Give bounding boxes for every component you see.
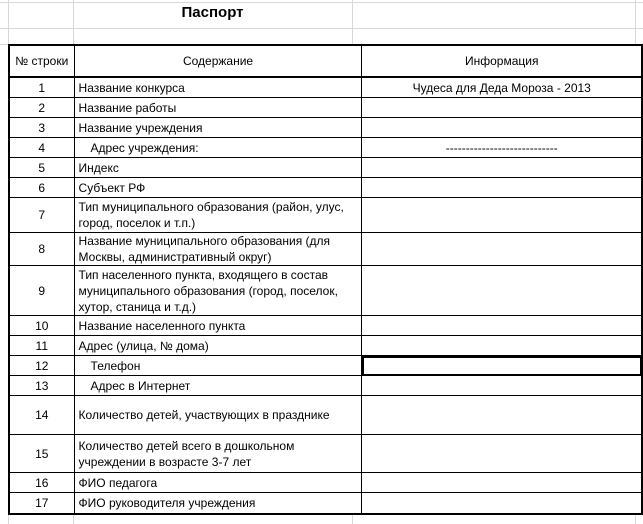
row-number-cell[interactable]: 5 <box>9 158 74 178</box>
table-row <box>9 396 642 435</box>
row-info-cell[interactable] <box>362 118 642 138</box>
row-number-cell[interactable]: 15 <box>9 435 74 473</box>
row-content-cell[interactable]: Количество детей, участвующих в празднике <box>74 396 362 435</box>
row-content-cell[interactable]: Название муниципального образования (для Москвы, административный округ) <box>74 233 362 266</box>
row-number-cell[interactable]: 17 <box>9 493 74 515</box>
row-content-cell[interactable]: Количество детей всего в дошкольном учреждении в возрасте 3-7 лет <box>74 435 362 473</box>
row-content-cell[interactable]: Субъект РФ <box>74 178 362 198</box>
table-row <box>9 158 642 178</box>
row-info-cell[interactable] <box>362 198 642 233</box>
row-content-cell[interactable]: Индекс <box>74 158 362 178</box>
passport-table <box>8 44 643 515</box>
row-content-cell[interactable]: Телефон <box>74 356 362 376</box>
table-row <box>9 356 642 376</box>
row-content-cell[interactable]: Название конкурса <box>74 77 362 98</box>
table-row <box>9 266 642 316</box>
header-row <box>9 45 642 77</box>
row-content-cell[interactable]: Адрес учреждения: <box>74 138 362 158</box>
row-content-cell[interactable]: Название населенного пункта <box>74 316 362 336</box>
row-content-cell[interactable]: Тип населенного пункта, входящего в состав муниципального образования (город, поселок, хутор, станица и т.д.) <box>74 266 362 316</box>
row-info-cell[interactable] <box>362 233 642 266</box>
sheet-title[interactable]: Паспорт <box>181 4 244 21</box>
row-number-cell[interactable]: 12 <box>9 356 74 376</box>
table-row <box>9 376 642 396</box>
table-row <box>9 138 642 158</box>
header-content[interactable]: Содержание <box>74 45 362 77</box>
row-content-cell[interactable]: Адрес в Интернет <box>74 376 362 396</box>
table-row <box>9 178 642 198</box>
table-row <box>9 473 642 493</box>
table-row <box>9 336 642 356</box>
header-num[interactable]: № строки <box>9 45 74 77</box>
row-info-cell[interactable] <box>362 376 642 396</box>
row-number-cell[interactable]: 16 <box>9 473 74 493</box>
row-content-cell[interactable]: Название работы <box>74 98 362 118</box>
row-info-cell[interactable] <box>362 435 642 473</box>
row-content-cell[interactable]: Название учреждения <box>74 118 362 138</box>
row-number-cell[interactable]: 6 <box>9 178 74 198</box>
row-info-cell[interactable] <box>362 493 642 515</box>
row-number-cell[interactable]: 4 <box>9 138 74 158</box>
table-row <box>9 493 642 515</box>
table-row <box>9 77 642 98</box>
row-number-cell[interactable]: 7 <box>9 198 74 233</box>
row-number-cell[interactable]: 9 <box>9 266 74 316</box>
table-row <box>9 435 642 473</box>
row-info-cell[interactable] <box>362 336 642 356</box>
header-info[interactable]: Информация <box>362 45 642 77</box>
table-row <box>9 316 642 336</box>
table-row <box>9 98 642 118</box>
row-info-cell[interactable] <box>362 473 642 493</box>
row-info-cell[interactable] <box>362 158 642 178</box>
row-content-cell[interactable]: Тип муниципального образования (район, улус, город, поселок и т.п.) <box>74 198 362 233</box>
row-number-cell[interactable]: 2 <box>9 98 74 118</box>
table-row <box>9 198 642 233</box>
row-info-cell[interactable] <box>362 98 642 118</box>
row-info-cell[interactable] <box>362 396 642 435</box>
row-info-cell[interactable] <box>362 178 642 198</box>
row-content-cell[interactable]: ФИО руководителя учреждения <box>74 493 362 515</box>
row-info-cell[interactable] <box>362 266 642 316</box>
row-info-cell[interactable] <box>362 356 642 376</box>
row-content-cell[interactable]: Адрес (улица, № дома) <box>74 336 362 356</box>
row-number-cell[interactable]: 8 <box>9 233 74 266</box>
row-content-cell[interactable]: ФИО педагога <box>74 473 362 493</box>
row-info-cell[interactable]: ---------------------------- <box>362 138 642 158</box>
row-number-cell[interactable]: 3 <box>9 118 74 138</box>
table-row <box>9 233 642 266</box>
row-number-cell[interactable]: 13 <box>9 376 74 396</box>
row-info-cell[interactable] <box>362 316 642 336</box>
row-number-cell[interactable]: 1 <box>9 77 74 98</box>
row-info-cell[interactable]: Чудеса для Деда Мороза - 2013 <box>362 77 642 98</box>
table-row <box>9 118 642 138</box>
row-number-cell[interactable]: 10 <box>9 316 74 336</box>
row-number-cell[interactable]: 11 <box>9 336 74 356</box>
row-number-cell[interactable]: 14 <box>9 396 74 435</box>
